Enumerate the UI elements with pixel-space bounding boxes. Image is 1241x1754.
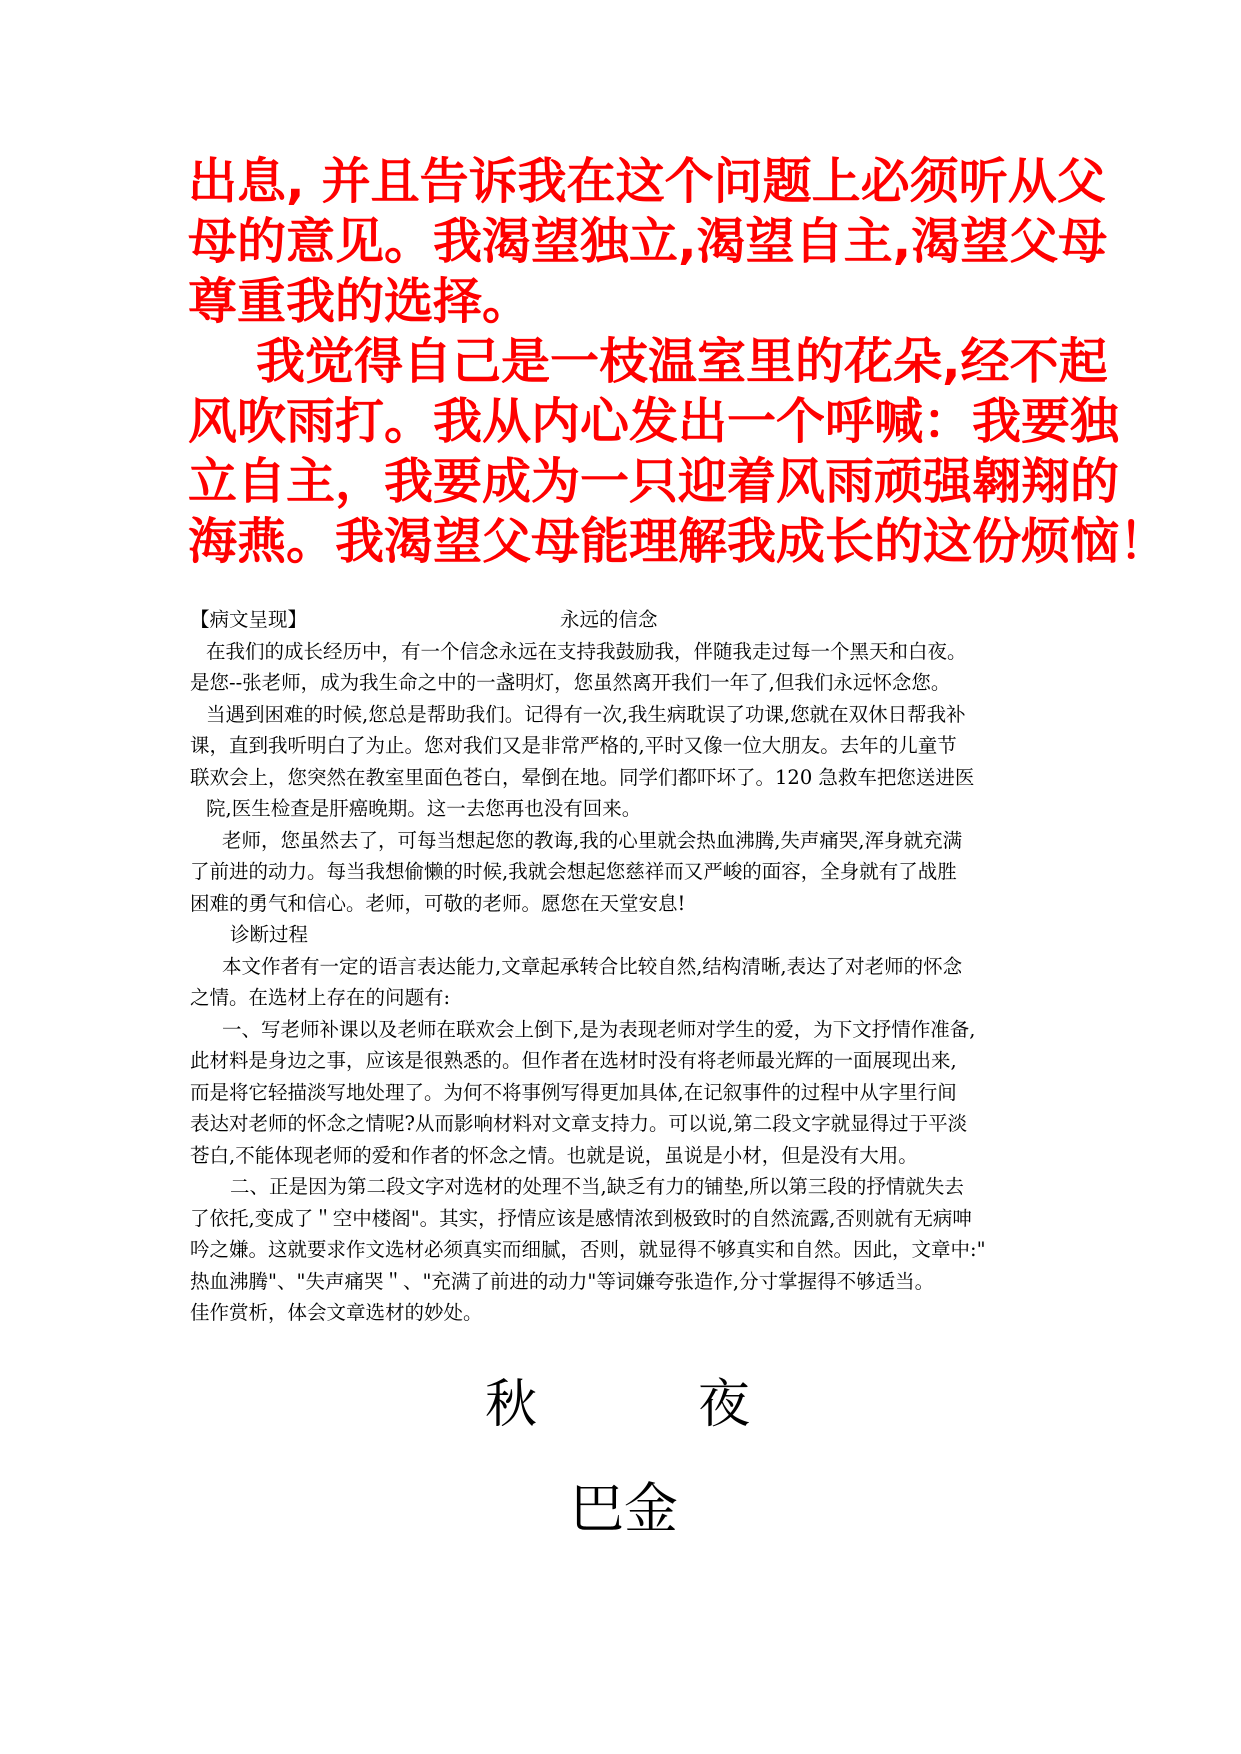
red-line-4: 我觉得自己是一枝温室里的花朵,经不起 xyxy=(256,333,1108,390)
body-line: 当遇到困难的时候,您总是帮助我们。记得有一次,我生病耽误了功课,您就在双休日帮我补 xyxy=(206,702,966,726)
body-line: 老师，您虽然去了，可每当想起您的教诲,我的心里就会热血沸腾,失声痛哭,浑身就充满 xyxy=(222,828,963,852)
body-line: 一、写老师补课以及老师在联欢会上倒下,是为表现老师对学生的爱，为下文抒情作准备, xyxy=(222,1017,976,1041)
body-line: 之情。在选材上存在的问题有: xyxy=(190,986,451,1009)
red-line-7: 海燕。我渴望父母能理解我成长的这份烦恼！ xyxy=(188,513,1169,570)
body-line: 了前进的动力。每当我想偷懒的时候,我就会想起您慈祥而又严峻的面容，全身就有了战胜 xyxy=(190,860,957,883)
body-line: 本文作者有一定的语言表达能力,文章起承转合比较自然,结构清晰,表达了对老师的怀念 xyxy=(222,954,963,978)
red-line-6: 立自主，我要成为一只迎着风雨顽强翱翔的 xyxy=(188,453,1120,510)
next-essay-title-word-2: 夜 xyxy=(698,1375,751,1435)
body-line: 而是将它轻描淡写地处理了。为何不将事例写得更加具体,在记叙事件的过程中从字里行间 xyxy=(190,1080,957,1104)
body-line: 联欢会上，您突然在教室里面色苍白，晕倒在地。同学们都吓坏了。120 急救车把您送进医 xyxy=(190,765,975,789)
red-line-1: 出息, 并且告诉我在这个问题上必须听从父 xyxy=(188,153,1106,210)
body-line: 了依托,变成了＂空中楼阁"。其实，抒情应该是感情浓到极致时的自然流露,否则就有无病呻 xyxy=(190,1206,972,1230)
essay-title: 永远的信念 xyxy=(560,608,658,631)
body-line: 院,医生检查是肝癌晚期。这一去您再也没有回来。 xyxy=(206,797,642,820)
body-line: 此材料是身边之事，应该是很熟悉的。但作者在选材时没有将老师最光辉的一面展现出来, xyxy=(190,1049,957,1072)
section-label: 【病文呈现】 xyxy=(190,608,308,631)
body-line: 困难的勇气和信心。老师，可敬的老师。愿您在天堂安息! xyxy=(190,891,686,915)
body-line: 是您--张老师，成为我生命之中的一盏明灯，您虽然离开我们一年了,但我们永远怀念您。 xyxy=(190,671,951,694)
essay-tail-red-text xyxy=(188,152,1169,572)
body-line: 二、正是因为第二段文字对选材的处理不当,缺乏有力的铺垫,所以第三段的抒情就失去 xyxy=(230,1175,964,1198)
section-header xyxy=(190,604,1060,636)
body-line: 苍白,不能体现老师的爱和作者的怀念之情。也就是说，虽说是小材，但是没有大用。 xyxy=(190,1143,918,1167)
body-line: 课，直到我听明白了为止。您对我们又是非常严格的,平时又像一位大朋友。去年的儿童节 xyxy=(190,734,957,757)
red-line-5: 风吹雨打。我从内心发出一个呼喊：我要独 xyxy=(188,393,1120,450)
body-line: 在我们的成长经历中，有一个信念永远在支持我鼓励我，伴随我走过每一个黑天和白夜。 xyxy=(206,639,967,663)
next-essay-author: 巴金 xyxy=(570,1477,678,1540)
red-line-2: 母的意见。我渴望独立,渴望自主,渴望父母 xyxy=(188,213,1108,270)
body-line: 吟之嫌。这就要求作文选材必须真实而细腻，否则，就显得不够真实和自然。因此，文章中:" xyxy=(190,1238,986,1261)
red-line-3: 尊重我的选择。 xyxy=(188,273,532,330)
body-text xyxy=(190,604,1060,1329)
body-line: 佳作赏析，体会文章选材的妙处。 xyxy=(190,1301,483,1324)
body-line: 热血沸腾"、"失声痛哭＂、"充满了前进的动力"等词嫌夸张造作,分寸掌握得不够适当。 xyxy=(190,1269,935,1293)
body-line: 表达对老师的怀念之情呢?从而影响材料对文章支持力。可以说,第二段文字就显得过于平淡 xyxy=(190,1112,968,1135)
next-essay-title-word-1: 秋 xyxy=(485,1375,538,1435)
diagnosis-heading: 诊断过程 xyxy=(230,923,309,946)
